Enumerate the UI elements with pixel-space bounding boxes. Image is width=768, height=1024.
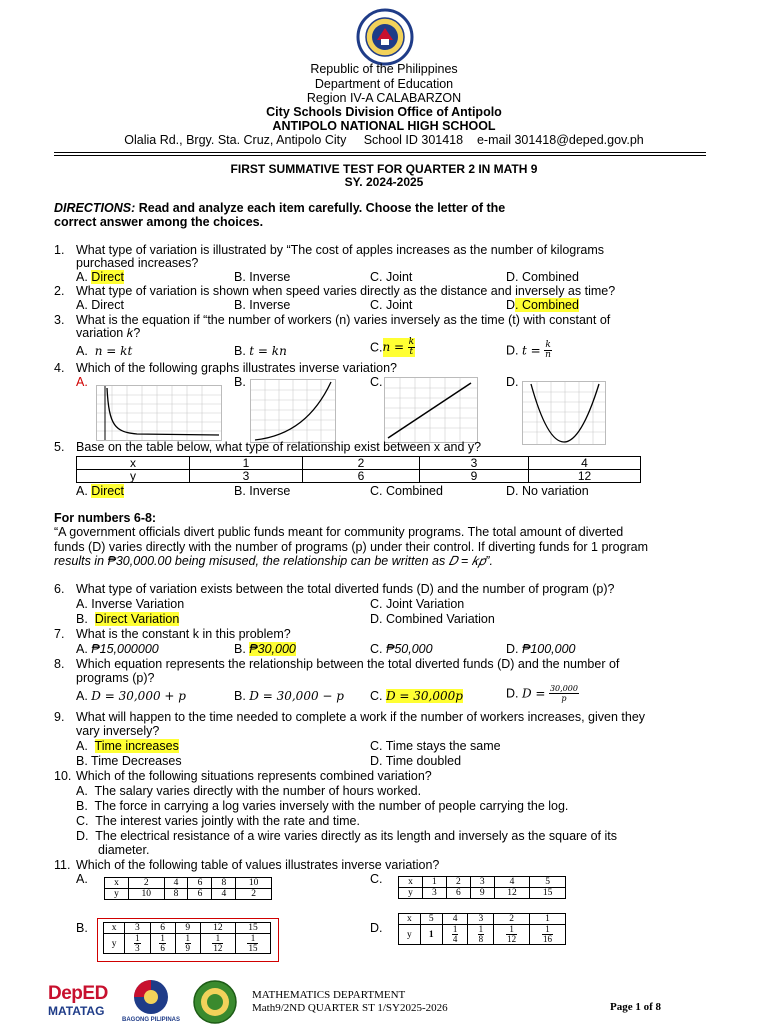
q1-text: What type of variation is illustrated by “The cost of apples increases as the number of kilograms	[76, 243, 605, 257]
q5-choice-d[interactable]: D. No variation	[506, 484, 589, 498]
q8-choice-b[interactable]: B. 𝐷 = 30,000 − 𝑝	[234, 689, 344, 703]
q5-answer-highlight: Direct	[91, 484, 124, 498]
deped-seal-logo	[353, 8, 417, 66]
q3-choice-a[interactable]: A. 𝑛 = 𝑘𝑡	[76, 344, 133, 358]
footer-department: MATHEMATICS DEPARTMENT	[252, 989, 406, 1001]
q3-number: 3.	[54, 313, 65, 327]
q1-answer-highlight: Direct	[91, 270, 124, 284]
test-title: FIRST SUMMATIVE TEST FOR QUARTER 2 IN MATH 9	[230, 162, 538, 176]
q4-number: 4.	[54, 361, 65, 375]
q3-answer-highlight: 𝑛 = $\frac{\text{𝑘}}{\text{𝑡}}$	[382, 337, 415, 357]
passage-line-2: funds (D) varies directly with the number of programs (p) under their control. If diverting funds for 1 program	[54, 540, 649, 554]
q7-text: What is the constant k in this problem?	[76, 627, 291, 641]
q8-choice-d[interactable]: D. 𝐷 = $\frac{30,000}{\text{𝑝}}$	[506, 684, 578, 703]
q7-choice-b[interactable]: B. ₱30,000	[234, 642, 296, 656]
q1-choice-d[interactable]: D. Combined	[506, 270, 579, 284]
q6-choice-d[interactable]: D. Combined Variation	[370, 612, 495, 626]
q5-choice-b[interactable]: B. Inverse	[234, 484, 291, 498]
q2-choice-c[interactable]: C. Joint	[370, 298, 413, 312]
q7-choice-c[interactable]: C. ₱50,000	[370, 642, 433, 656]
q10-choice-a[interactable]: A. The salary varies directly with the number of hours worked.	[76, 784, 422, 798]
q7-choice-a[interactable]: A. ₱15,000000	[76, 642, 159, 656]
q4-graph-d-parabola[interactable]	[522, 381, 606, 445]
q7-answer-highlight: ₱30,000	[249, 642, 296, 656]
q9-choice-d[interactable]: D. Time doubled	[370, 754, 462, 768]
q11-choice-c[interactable]: C.	[370, 872, 383, 886]
q10-number: 10.	[54, 769, 72, 783]
school-seal-logo	[190, 980, 240, 1024]
q8-number: 8.	[54, 657, 65, 671]
q2-answer-highlight: . Combined	[515, 298, 579, 312]
q11-table-b[interactable]: x 3 6 9 12 15 y $\frac{1}{3}$ $\frac{1}{6}$ $\frac{1}{9}$ $\frac{1}{12}$ $\frac{1}{15}$	[103, 922, 271, 954]
q5-text: Base on the table below, what type of relationship exist between x and y?	[76, 440, 482, 454]
q1-choice-a[interactable]: A. Direct	[76, 270, 124, 284]
q2-choice-d[interactable]: D. Combined	[506, 298, 579, 312]
q8-answer-highlight: 𝐷 = 30,000𝑝	[385, 689, 463, 703]
q5-table-row-x: x 1 2 3 4	[77, 457, 641, 470]
q5-number: 5.	[54, 440, 65, 454]
header-region: Region IV-A CALABARZON	[306, 91, 462, 105]
q9-choice-b[interactable]: B. Time Decreases	[76, 754, 182, 768]
q9-choice-c[interactable]: C. Time stays the same	[370, 739, 501, 753]
q4-graph-a-inverse[interactable]	[96, 385, 222, 441]
q10-text: Which of the following situations represents combined variation?	[76, 769, 432, 783]
matatag-logo-text: MATATAG	[48, 1004, 105, 1018]
q7-choice-d[interactable]: D. ₱100,000	[506, 642, 576, 656]
q3-choice-b[interactable]: B. 𝑡 = 𝑘𝑛	[234, 344, 287, 358]
q9-text-2: vary inversely?	[76, 724, 160, 738]
q2-text: What type of variation is shown when speed varies directly as the distance and inversely as time?	[76, 284, 616, 298]
header-republic: Republic of the Philippines	[310, 62, 458, 76]
bagong-pilipinas-logo	[118, 978, 184, 1024]
q4-choice-c[interactable]: C.	[370, 375, 383, 389]
q3-choice-d[interactable]: D. 𝑡 = $\frac{\text{𝑘}}{\text{𝑛}}$	[506, 340, 551, 360]
q10-choice-b[interactable]: B. The force in carrying a log varies inversely with the number of people carrying the log.	[76, 799, 569, 813]
deped-logo	[48, 984, 114, 1020]
q6-answer-highlight: Direct Variation	[94, 612, 180, 626]
deped-logo-text: DepED	[48, 983, 108, 1004]
q9-text: What will happen to the time needed to complete a work if the number of workers increases, given they	[76, 710, 646, 724]
q11-table-c[interactable]: x 1 2 3 4 5 y 3 6 9 12 15	[398, 876, 566, 899]
q1-text-2: purchased increases?	[76, 256, 199, 270]
header-school: ANTIPOLO NATIONAL HIGH SCHOOL	[272, 119, 496, 133]
q5-table-row-y: y 3 6 9 12	[77, 470, 641, 483]
directions-text: Read and analyze each item carefully. Choose the letter of the	[135, 201, 506, 215]
q8-text: Which equation represents the relationship between the total diverted funds (D) and the number of	[76, 657, 620, 671]
directions-label: DIRECTIONS:	[54, 201, 136, 215]
q8-text-2: programs (p)?	[76, 671, 155, 685]
svg-text:BAGONG PILIPINAS: BAGONG PILIPINAS	[121, 1017, 181, 1023]
q3-text: What is the equation if “the number of workers (n) varies inversely as the time (t) with constant of	[76, 313, 611, 327]
q2-choice-b[interactable]: B. Inverse	[234, 298, 291, 312]
footer-code: Math9/2ND QUARTER ST 1/SY2025-2026	[252, 1002, 448, 1014]
q7-number: 7.	[54, 627, 65, 641]
passage-label: For numbers 6-8:	[54, 511, 157, 525]
q6-choice-a[interactable]: A. Inverse Variation	[76, 597, 185, 611]
q9-answer-highlight: Time increases	[94, 739, 179, 753]
directions-text-2: correct answer among the choices.	[54, 215, 264, 229]
q9-choice-a[interactable]: A. Time increases	[76, 739, 179, 753]
q4-graph-b-curve[interactable]	[250, 379, 336, 443]
q6-choice-c[interactable]: C. Joint Variation	[370, 597, 465, 611]
q6-number: 6.	[54, 582, 65, 596]
q4-choice-d[interactable]: D.	[506, 375, 519, 389]
passage-line-3: results in ₱30,000.00 being misused, the relationship can be written as 𝐷 = 𝑘𝑝”.	[54, 554, 493, 568]
header-division: City Schools Division Office of Antipolo	[266, 105, 502, 119]
q11-number: 11.	[54, 858, 71, 872]
q11-table-d[interactable]: x 5 4 3 2 1 y 1 $\frac{1}{4}$ $\frac{1}{8}$ $\frac{1}{12}$ $\frac{1}{16}$	[398, 913, 566, 945]
q5-table	[76, 456, 641, 483]
q4-choice-a[interactable]: A.	[76, 375, 88, 389]
q11-choice-d[interactable]: D.	[370, 921, 383, 935]
directions	[54, 201, 505, 215]
q8-choice-a[interactable]: A. 𝐷 = 30,000 + 𝑝	[76, 689, 186, 703]
q6-text: What type of variation exists between the total diverted funds (D) and the number of program (p)?	[76, 582, 615, 596]
q3-text-2: variation 𝑘?	[76, 326, 141, 340]
q4-choice-b[interactable]: B.	[234, 375, 246, 389]
q11-text: Which of the following table of values illustrates inverse variation?	[76, 858, 440, 872]
header-divider	[54, 152, 706, 156]
q9-number: 9.	[54, 710, 65, 724]
q5-choice-c[interactable]: C. Combined	[370, 484, 443, 498]
q10-choice-c[interactable]: C. The interest varies jointly with the rate and time.	[76, 814, 360, 828]
q1-choice-c[interactable]: C. Joint	[370, 270, 413, 284]
q10-choice-d[interactable]: D. The electrical resistance of a wire varies directly as its length and inversely as the square of its	[76, 829, 617, 843]
q11-table-a[interactable]: x 2 4 6 8 10 y 10 8 6 4 2	[104, 877, 272, 900]
q3-choice-c[interactable]: C.𝑛 = $\frac{\text{𝑘}}{\text{𝑡}}$	[370, 337, 415, 357]
header-address: Olalia Rd., Brgy. Sta. Cruz, Antipolo City School ID 301418 e-mail 301418@deped.gov.ph	[124, 133, 644, 147]
q6-choice-b[interactable]: B. Direct Variation	[76, 612, 180, 626]
q10-choice-d-text-2: diameter.	[98, 843, 150, 857]
q2-number: 2.	[54, 284, 65, 298]
q5-choice-a[interactable]: A. Direct	[76, 484, 124, 498]
q4-graph-c-line[interactable]	[384, 377, 478, 443]
q4-text: Which of the following graphs illustrates inverse variation?	[76, 361, 397, 375]
q11-choice-b[interactable]: B.	[76, 921, 88, 935]
q2-choice-a[interactable]: A. Direct	[76, 298, 124, 312]
passage-line-1: “A government officials divert public funds meant for community programs. The total amount of diverted	[54, 525, 624, 539]
header-department: Department of Education	[314, 77, 454, 91]
q8-choice-c[interactable]: C. 𝐷 = 30,000𝑝	[370, 689, 463, 703]
q1-number: 1.	[54, 243, 65, 257]
footer-page-number: Page 1 of 8	[610, 1001, 662, 1013]
q11-choice-a[interactable]: A.	[76, 872, 88, 886]
test-sy: SY. 2024-2025	[344, 175, 424, 189]
q1-choice-b[interactable]: B. Inverse	[234, 270, 291, 284]
